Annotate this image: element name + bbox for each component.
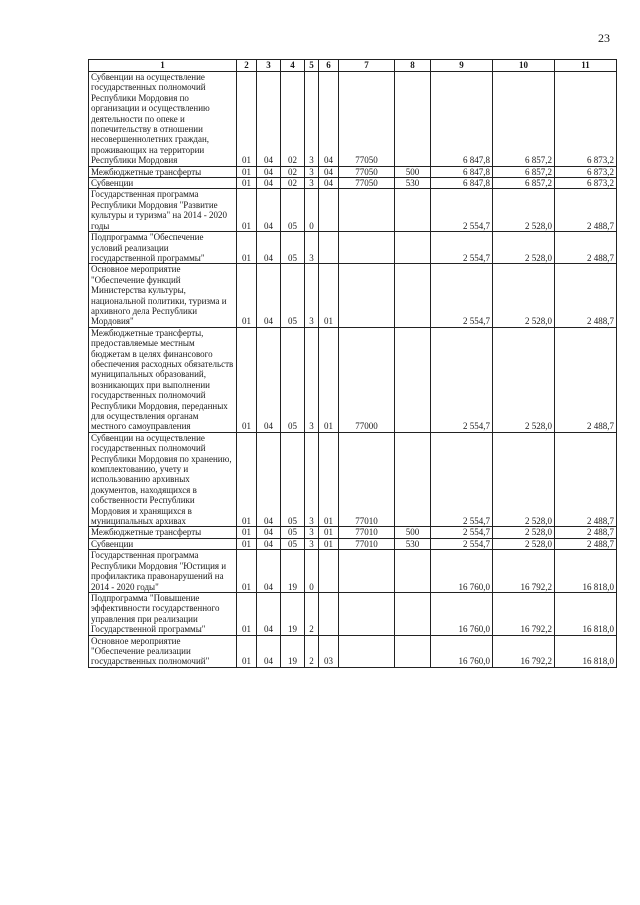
expense-type-cell: 530 <box>395 538 431 549</box>
table-body <box>89 72 617 668</box>
code-cell: 3 <box>305 166 319 177</box>
code-cell: 04 <box>319 178 339 189</box>
code-cell: 01 <box>237 327 257 432</box>
table-row <box>89 232 617 264</box>
budget-table <box>88 59 617 668</box>
code-cell <box>319 550 339 593</box>
table-row <box>89 432 617 527</box>
code-cell: 05 <box>281 327 305 432</box>
amount-cell: 2 554,7 <box>431 232 493 264</box>
amount-cell: 2 528,0 <box>493 189 555 232</box>
code-cell: 02 <box>281 72 305 167</box>
code-cell: 01 <box>319 538 339 549</box>
code-cell: 01 <box>237 550 257 593</box>
code-cell: 3 <box>305 264 319 327</box>
header-cell: 7 <box>339 60 395 72</box>
code-cell: 04 <box>257 327 281 432</box>
code-cell: 3 <box>305 538 319 549</box>
code-cell: 3 <box>305 232 319 264</box>
amount-cell: 6 857,2 <box>493 72 555 167</box>
amount-cell: 6 857,2 <box>493 178 555 189</box>
expense-type-cell <box>395 264 431 327</box>
row-name-cell: Межбюджетные трансферты <box>89 527 237 538</box>
code-cell: 3 <box>305 178 319 189</box>
amount-cell: 2 554,7 <box>431 538 493 549</box>
code-cell: 04 <box>257 166 281 177</box>
code-cell <box>319 592 339 635</box>
amount-cell: 16 818,0 <box>555 592 617 635</box>
code-cell: 01 <box>237 189 257 232</box>
code-cell: 04 <box>257 635 281 667</box>
header-cell: 11 <box>555 60 617 72</box>
target-code-cell: 77010 <box>339 432 395 527</box>
amount-cell: 2 554,7 <box>431 327 493 432</box>
row-name-cell: Субвенции <box>89 538 237 549</box>
amount-cell: 2 488,7 <box>555 264 617 327</box>
row-name-cell: Подпрограмма "Обеспечение условий реализации государственной программы" <box>89 232 237 264</box>
code-cell <box>319 232 339 264</box>
code-cell: 3 <box>305 432 319 527</box>
code-cell: 3 <box>305 527 319 538</box>
amount-cell: 16 760,0 <box>431 592 493 635</box>
amount-cell: 2 554,7 <box>431 189 493 232</box>
amount-cell: 16 792,2 <box>493 635 555 667</box>
code-cell: 01 <box>237 635 257 667</box>
table-row <box>89 178 617 189</box>
code-cell: 05 <box>281 232 305 264</box>
expense-type-cell <box>395 550 431 593</box>
target-code-cell <box>339 264 395 327</box>
expense-type-cell: 500 <box>395 166 431 177</box>
code-cell: 03 <box>319 635 339 667</box>
code-cell: 02 <box>281 178 305 189</box>
target-code-cell <box>339 189 395 232</box>
code-cell: 01 <box>237 538 257 549</box>
table-header-row <box>89 60 617 72</box>
expense-type-cell: 500 <box>395 527 431 538</box>
amount-cell: 2 488,7 <box>555 538 617 549</box>
amount-cell: 16 760,0 <box>431 635 493 667</box>
header-cell: 6 <box>319 60 339 72</box>
expense-type-cell <box>395 327 431 432</box>
code-cell: 04 <box>257 178 281 189</box>
code-cell: 01 <box>237 178 257 189</box>
amount-cell: 6 873,2 <box>555 166 617 177</box>
header-cell: 10 <box>493 60 555 72</box>
code-cell: 01 <box>319 527 339 538</box>
header-cell: 9 <box>431 60 493 72</box>
code-cell: 01 <box>237 232 257 264</box>
target-code-cell <box>339 592 395 635</box>
code-cell: 19 <box>281 550 305 593</box>
target-code-cell: 77050 <box>339 166 395 177</box>
expense-type-cell <box>395 232 431 264</box>
amount-cell: 2 554,7 <box>431 432 493 527</box>
code-cell: 19 <box>281 592 305 635</box>
code-cell: 04 <box>257 189 281 232</box>
target-code-cell: 77010 <box>339 538 395 549</box>
table-row <box>89 592 617 635</box>
target-code-cell <box>339 232 395 264</box>
amount-cell: 6 847,8 <box>431 166 493 177</box>
amount-cell: 6 857,2 <box>493 166 555 177</box>
row-name-cell: Межбюджетные трансферты <box>89 166 237 177</box>
code-cell: 05 <box>281 527 305 538</box>
header-cell: 1 <box>89 60 237 72</box>
table-row <box>89 166 617 177</box>
code-cell: 01 <box>237 527 257 538</box>
amount-cell: 16 818,0 <box>555 635 617 667</box>
amount-cell: 2 488,7 <box>555 232 617 264</box>
row-name-cell: Субвенции на осуществление государственных полномочий Республики Мордовия по хранению, комплектованию, учету и использованию архивных документов, находящихся в собственности Республики Мордовия и хранящихся в муниципальных архивах <box>89 432 237 527</box>
code-cell: 01 <box>237 592 257 635</box>
code-cell: 04 <box>319 166 339 177</box>
code-cell: 19 <box>281 635 305 667</box>
amount-cell: 2 528,0 <box>493 538 555 549</box>
code-cell: 05 <box>281 189 305 232</box>
code-cell: 04 <box>257 538 281 549</box>
amount-cell: 16 760,0 <box>431 550 493 593</box>
amount-cell: 16 818,0 <box>555 550 617 593</box>
code-cell: 01 <box>237 72 257 167</box>
amount-cell: 2 488,7 <box>555 432 617 527</box>
amount-cell: 2 528,0 <box>493 327 555 432</box>
code-cell: 01 <box>237 264 257 327</box>
expense-type-cell <box>395 72 431 167</box>
amount-cell: 2 488,7 <box>555 327 617 432</box>
table-row <box>89 189 617 232</box>
code-cell: 0 <box>305 550 319 593</box>
header-cell: 2 <box>237 60 257 72</box>
amount-cell: 2 554,7 <box>431 527 493 538</box>
table-row <box>89 72 617 167</box>
amount-cell: 6 873,2 <box>555 178 617 189</box>
code-cell: 05 <box>281 538 305 549</box>
code-cell: 04 <box>257 432 281 527</box>
amount-cell: 16 792,2 <box>493 592 555 635</box>
code-cell: 01 <box>319 264 339 327</box>
table-row <box>89 538 617 549</box>
header-cell: 4 <box>281 60 305 72</box>
row-name-cell: Межбюджетные трансферты, предоставляемые местным бюджетам в целях финансового обеспечения расходных обязательств муниципальных образований, возникающих при выполнении государственных полномочий Республики Мордовия, переданных для осуществления органам местного самоуправления <box>89 327 237 432</box>
row-name-cell: Подпрограмма "Повышение эффективности государственного управления при реализации Государственной программы" <box>89 592 237 635</box>
table-row <box>89 327 617 432</box>
code-cell: 04 <box>257 264 281 327</box>
code-cell: 04 <box>319 72 339 167</box>
target-code-cell: 77050 <box>339 72 395 167</box>
expense-type-cell <box>395 592 431 635</box>
expense-type-cell: 530 <box>395 178 431 189</box>
amount-cell: 6 873,2 <box>555 72 617 167</box>
target-code-cell: 77010 <box>339 527 395 538</box>
amount-cell: 2 528,0 <box>493 527 555 538</box>
code-cell: 3 <box>305 327 319 432</box>
row-name-cell: Государственная программа Республики Мордовия "Юстиция и профилактика правонарушений на 2014 - 2020 годы" <box>89 550 237 593</box>
row-name-cell: Субвенции <box>89 178 237 189</box>
code-cell: 04 <box>257 527 281 538</box>
code-cell: 01 <box>237 166 257 177</box>
code-cell: 01 <box>319 327 339 432</box>
expense-type-cell <box>395 635 431 667</box>
code-cell: 02 <box>281 166 305 177</box>
page-number: 23 <box>598 31 610 45</box>
target-code-cell: 77000 <box>339 327 395 432</box>
target-code-cell: 77050 <box>339 178 395 189</box>
table-row <box>89 550 617 593</box>
amount-cell: 6 847,8 <box>431 178 493 189</box>
row-name-cell: Государственная программа Республики Мордовия "Развитие культуры и туризма" на 2014 - 2020 годы <box>89 189 237 232</box>
table-row <box>89 264 617 327</box>
code-cell <box>319 189 339 232</box>
code-cell: 05 <box>281 264 305 327</box>
code-cell: 2 <box>305 592 319 635</box>
amount-cell: 2 528,0 <box>493 232 555 264</box>
row-name-cell: Основное мероприятие "Обеспечение функций Министерства культуры, национальной политики, туризма и архивного дела Республики Мордовия" <box>89 264 237 327</box>
code-cell: 3 <box>305 72 319 167</box>
header-cell: 5 <box>305 60 319 72</box>
amount-cell: 2 488,7 <box>555 527 617 538</box>
code-cell: 0 <box>305 189 319 232</box>
target-code-cell <box>339 635 395 667</box>
table-row <box>89 635 617 667</box>
code-cell: 01 <box>237 432 257 527</box>
code-cell: 01 <box>319 432 339 527</box>
code-cell: 04 <box>257 232 281 264</box>
amount-cell: 6 847,8 <box>431 72 493 167</box>
code-cell: 04 <box>257 72 281 167</box>
header-cell: 3 <box>257 60 281 72</box>
amount-cell: 2 528,0 <box>493 432 555 527</box>
table-row <box>89 527 617 538</box>
code-cell: 2 <box>305 635 319 667</box>
amount-cell: 2 554,7 <box>431 264 493 327</box>
header-cell: 8 <box>395 60 431 72</box>
row-name-cell: Субвенции на осуществление государственных полномочий Республики Мордовия по организации и осуществлению деятельности по опеке и попечительству в отношении несовершеннолетних граждан, проживающих на территории Республики Мордовия <box>89 72 237 167</box>
target-code-cell <box>339 550 395 593</box>
code-cell: 04 <box>257 550 281 593</box>
row-name-cell: Основное мероприятие "Обеспечение реализации государственных полномочий" <box>89 635 237 667</box>
amount-cell: 2 488,7 <box>555 189 617 232</box>
amount-cell: 2 528,0 <box>493 264 555 327</box>
code-cell: 05 <box>281 432 305 527</box>
expense-type-cell <box>395 189 431 232</box>
expense-type-cell <box>395 432 431 527</box>
amount-cell: 16 792,2 <box>493 550 555 593</box>
code-cell: 04 <box>257 592 281 635</box>
